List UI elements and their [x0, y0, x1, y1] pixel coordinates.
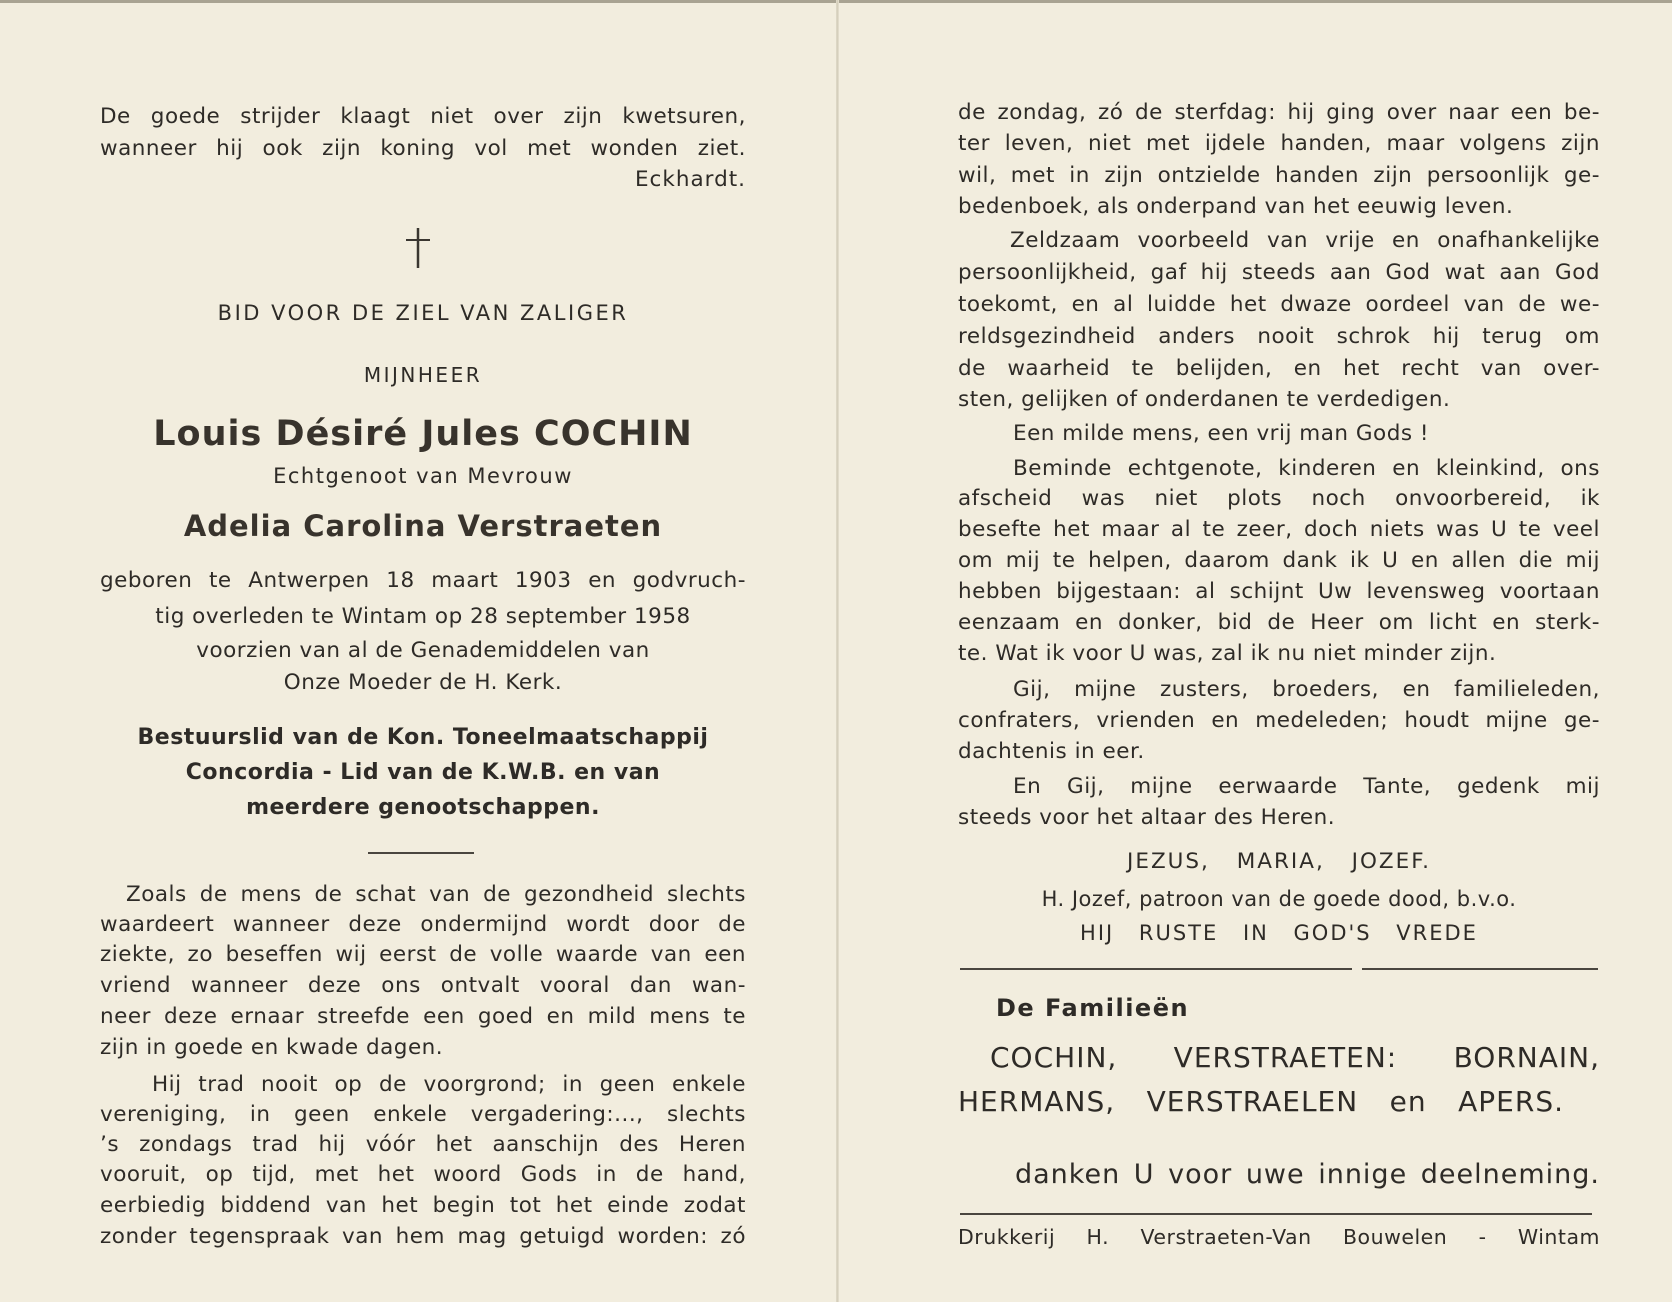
text-line: bedenboek, als onderpand van het eeuwig leven. [958, 194, 1514, 219]
text-line: zonder tegenspraak van hem mag getuigd worden: zó [100, 1224, 746, 1249]
text-line: En Gij, mijne eerwaarde Tante, gedenk mij [1013, 774, 1600, 799]
functions-line: meerdere genootschappen. [246, 795, 600, 820]
text-line: ziekte, zo beseffen wij eerst de volle waarde van een [100, 942, 746, 967]
text-line: vriend wanneer deze ons ontvalt vooral dan wan- [100, 973, 746, 998]
text-line: sten, gelijken of onderdanen te verdedigen. [958, 387, 1451, 412]
text-line: hebben bijgestaan: al schijnt Uw levensweg voortaan [958, 579, 1600, 604]
text-line: neer deze ernaar streefde een goed en mild mens te [100, 1004, 746, 1029]
text-line: Een milde mens, een vrij man Gods ! [1013, 421, 1429, 446]
text-line: persoonlijkheid, gaf hij steeds aan God wat aan God [958, 260, 1600, 285]
text-line: om mij te helpen, daarom dank ik U en allen die mij [958, 548, 1600, 573]
text-line: Hij trad nooit op de voorgrond; in geen enkele [152, 1072, 746, 1097]
text-line: toekomt, en al luidde het dwaze oordeel van de we- [958, 292, 1600, 317]
divider [960, 968, 1352, 970]
text-line: eenzaam en donker, bid de Heer om licht en sterk- [958, 610, 1600, 635]
title: MIJNHEER [363, 363, 483, 387]
prayer-line: BID VOOR DE ZIEL VAN ZALIGER [217, 301, 629, 325]
text-line: vereniging, in geen enkele vergadering:..., slechts [100, 1102, 746, 1127]
quote-line: De goede strijder klaagt niet over zijn kwetsuren, [100, 104, 746, 129]
text-line: Gij, mijne zusters, broeders, en familieleden, [1013, 677, 1600, 702]
divider [368, 852, 474, 854]
cross-icon [404, 226, 432, 270]
text-line: Beminde echtgenote, kinderen en kleinkind, ons [1013, 456, 1600, 481]
quote-line: wanneer hij ook zijn koning vol met wonden ziet. [100, 136, 746, 161]
text-line: besefte het maar al te zeer, doch niets was U te veel [958, 517, 1600, 542]
text-line: Zeldzaam voorbeeld van vrije en onafhankelijke [1010, 228, 1600, 253]
patron-line: H. Jozef, patroon van de goede dood, b.v.o. [1041, 887, 1517, 911]
text-line: steeds voor het altaar des Heren. [958, 805, 1336, 830]
invocation: JEZUS, MARIA, JOZEF. [1127, 849, 1431, 874]
text-line: afscheid was niet plots noch onvoorbereid, ik [958, 486, 1600, 511]
text-line: zijn in goede en kwade dagen. [100, 1035, 444, 1060]
text-line: vooruit, op tijd, met het woord Gods in de hand, [100, 1162, 746, 1187]
rest-line: HIJ RUSTE IN GOD'S VREDE [1080, 921, 1478, 945]
right-page [958, 0, 1600, 1302]
family-line: HERMANS, VERSTRAELEN en APERS. [958, 1085, 1564, 1118]
birth-line: tig overleden te Wintam op 28 september 1958 [155, 604, 691, 629]
families-heading: De Familieën [996, 994, 1190, 1022]
text-line: dachtenis in eer. [958, 739, 1145, 764]
spouse-name: Adelia Carolina Verstraeten [183, 509, 663, 543]
birth-line: voorzien van al de Genademiddelen van [196, 638, 650, 663]
text-line: confraters, vrienden en medeleden; houdt mijne ge- [958, 708, 1600, 733]
text-line: Zoals de mens de schat van de gezondheid slechts [126, 882, 746, 907]
text-line: wil, met in zijn ontzielde handen zijn persoonlijk ge- [958, 163, 1600, 188]
family-line: COCHIN, VERSTRAETEN: BORNAIN, [990, 1041, 1600, 1074]
divider [960, 1213, 1592, 1215]
text-line: ’s zondags trad hij vóór het aanschijn des Heren [100, 1132, 746, 1157]
deceased-name: Louis Désiré Jules COCHIN [153, 414, 693, 454]
text-line: te. Wat ik voor U was, zal ik nu niet minder zijn. [958, 641, 1497, 666]
birth-line: Onze Moeder de H. Kerk. [283, 670, 563, 695]
left-page [100, 0, 746, 1302]
quote-author: Eckhardt. [634, 167, 746, 192]
card-fold [836, 0, 839, 1302]
text-line: reldsgezindheid anders nooit schrok hij terug om [958, 324, 1600, 349]
thanks-line: danken U voor uwe innige deelneming. [1015, 1159, 1600, 1190]
text-line: de waarheid te belijden, en het recht van over- [958, 356, 1600, 381]
text-line: eerbiedig biddend van het begin tot het einde zodat [100, 1193, 746, 1218]
birth-line: geboren te Antwerpen 18 maart 1903 en godvruch- [100, 568, 746, 593]
text-line: waardeert wanneer deze ondermijnd wordt door de [100, 912, 746, 937]
functions-line: Bestuurslid van de Kon. Toneelmaatschappij [137, 725, 709, 750]
text-line: de zondag, zó de sterfdag: hij ging over naar een be- [958, 100, 1600, 125]
printer-line: Drukkerij H. Verstraeten-Van Bouwelen - Wintam [958, 1225, 1600, 1249]
text-line: ter leven, niet met ijdele handen, maar volgens zijn [958, 131, 1600, 156]
spouse-intro: Echtgenoot van Mevrouw [273, 464, 573, 488]
functions-line: Concordia - Lid van de K.W.B. en van [185, 760, 661, 785]
divider [1362, 968, 1598, 970]
